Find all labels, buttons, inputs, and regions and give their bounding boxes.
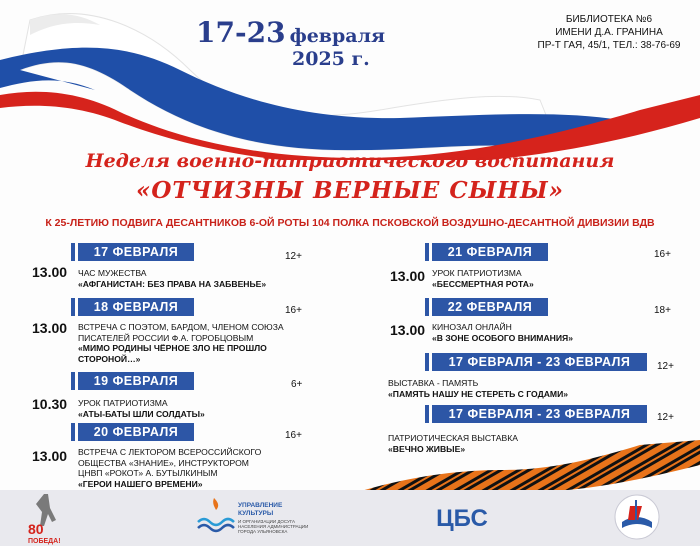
age-rating: 16+ [654,249,671,260]
day-header: 17 ФЕВРАЛЯ - 23 ФЕВРАЛЯ [432,353,647,371]
title-week: Неделя военно-патриотического воспитания [85,150,615,172]
victory-number: 80 [28,521,44,537]
event-name: «ВЕЧНО ЖИВЫЕ» [388,443,466,454]
age-rating: 16+ [285,430,302,441]
event-name: «АТЫ-БАТЫ ШЛИ СОЛДАТЫ» [78,408,205,419]
age-rating: 18+ [654,305,671,316]
library-name: БИБЛИОТЕКА №6 [565,14,653,25]
day-header: 20 ФЕВРАЛЯ [78,423,194,441]
day-header: 18 ФЕВРАЛЯ [78,298,194,316]
event-description: ВСТРЕЧА С ПОЭТОМ, БАРДОМ, ЧЛЕНОМ СОЮЗА ПИСАТЕЛЕЙ РОССИИ Ф.А. ГОРОБЦОВЫМ «МИМО РОДИНЫ ЧЁРНОЕ ЗЛО НЕ ПРОШЛО СТОРОНОЙ…» [78,322,284,364]
event-name: «ГЕРОИ НАШЕГО ВРЕМЕНИ» [78,478,203,489]
event-description: ВСТРЕЧА С ЛЕКТОРОМ ВСЕРОССИЙСКОГО ОБЩЕСТВА «ЗНАНИЕ», ИНСТРУКТОРОМ ЦНВП «РОКОТ» А. БУТЫЛКИНЫМ «ГЕРОИ НАШЕГО ВРЕМЕНИ» [78,447,262,489]
victory-text: ПОБЕДА! [28,538,61,545]
date-month: февраля [289,25,386,47]
event-time: 10.30 [32,396,68,412]
age-rating: 12+ [657,412,674,423]
library-emblem-icon [612,492,662,542]
culture-department-sublabel: И ОРГАНИЗАЦИИ ДОСУГА НАСЕЛЕНИЯ АДМИНИСТРАЦИИ ГОРОДА УЛЬЯНОВСКА [238,519,309,534]
svg-text:ЦБС: ЦБС [436,505,488,532]
date-year: 2025 г. [292,48,370,70]
day-header: 17 ФЕВРАЛЯ [78,243,194,261]
event-name: «ПАМЯТЬ НАШУ НЕ СТЕРЕТЬ С ГОДАМИ» [388,388,569,399]
title-main: «ОТЧИЗНЫ ВЕРНЫЕ СЫНЫ» [135,177,565,204]
event-description: УРОК ПАТРИОТИЗМА «БЕССМЕРТНАЯ РОТА» [432,268,534,289]
day-header: 17 ФЕВРАЛЯ - 23 ФЕВРАЛЯ [432,405,647,423]
age-rating: 16+ [285,305,302,316]
event-name: «БЕССМЕРТНАЯ РОТА» [432,278,534,289]
event-name: «В ЗОНЕ ОСОБОГО ВНИМАНИЯ» [432,332,573,343]
date-block [196,16,386,70]
age-rating: 12+ [657,361,674,372]
library-named-after: ИМЕНИ Д.А. ГРАНИНА [555,27,663,38]
day-header: 19 ФЕВРАЛЯ [78,372,194,390]
event-description: ПАТРИОТИЧЕСКАЯ ВЫСТАВКА «ВЕЧНО ЖИВЫЕ» [388,433,518,454]
event-description: УРОК ПАТРИОТИЗМА «АТЫ-БАТЫ ШЛИ СОЛДАТЫ» [78,398,205,419]
culture-department-label: УПРАВЛЕНИЕ КУЛЬТУРЫ [238,502,283,517]
event-time: 13.00 [390,268,426,284]
event-name: «МИМО РОДИНЫ ЧЁРНОЕ ЗЛО НЕ ПРОШЛО [78,343,267,353]
day-header: 21 ФЕВРАЛЯ [432,243,548,261]
event-description: ЧАС МУЖЕСТВА «АФГАНИСТАН: БЕЗ ПРАВА НА ЗАБВЕНЬЕ» [78,268,267,289]
event-description: КИНОЗАЛ ОНЛАЙН «В ЗОНЕ ОСОБОГО ВНИМАНИЯ» [432,322,573,343]
event-name: «АФГАНИСТАН: БЕЗ ПРАВА НА ЗАБВЕНЬЕ» [78,278,267,289]
event-time: 13.00 [32,448,68,464]
date-range: 17-23 [196,16,286,49]
event-time: 13.00 [390,322,426,338]
culture-department-icon [196,496,236,536]
victory-80-logo [22,490,72,546]
footer-logos [0,490,700,546]
title-subtitle: К 25-ЛЕТИЮ ПОДВИГА ДЕСАНТНИКОВ 6-ОЙ РОТЫ 104 ПОЛКА ПСКОВСКОЙ ВОЗДУШНО-ДЕСАНТНОЙ ДИВИЗИИ ВДВ [45,217,655,229]
event-description: ВЫСТАВКА - ПАМЯТЬ «ПАМЯТЬ НАШУ НЕ СТЕРЕТЬ С ГОДАМИ» [388,378,569,399]
day-header: 22 ФЕВРАЛЯ [432,298,548,316]
event-time: 13.00 [32,264,68,280]
age-rating: 12+ [285,251,302,262]
library-info [524,13,694,52]
cbs-logo [424,502,500,532]
library-address: ПР-Т ГАЯ, 45/1, ТЕЛ.: 38-76-69 [537,40,681,51]
age-rating: 6+ [291,379,303,390]
event-time: 13.00 [32,320,68,336]
